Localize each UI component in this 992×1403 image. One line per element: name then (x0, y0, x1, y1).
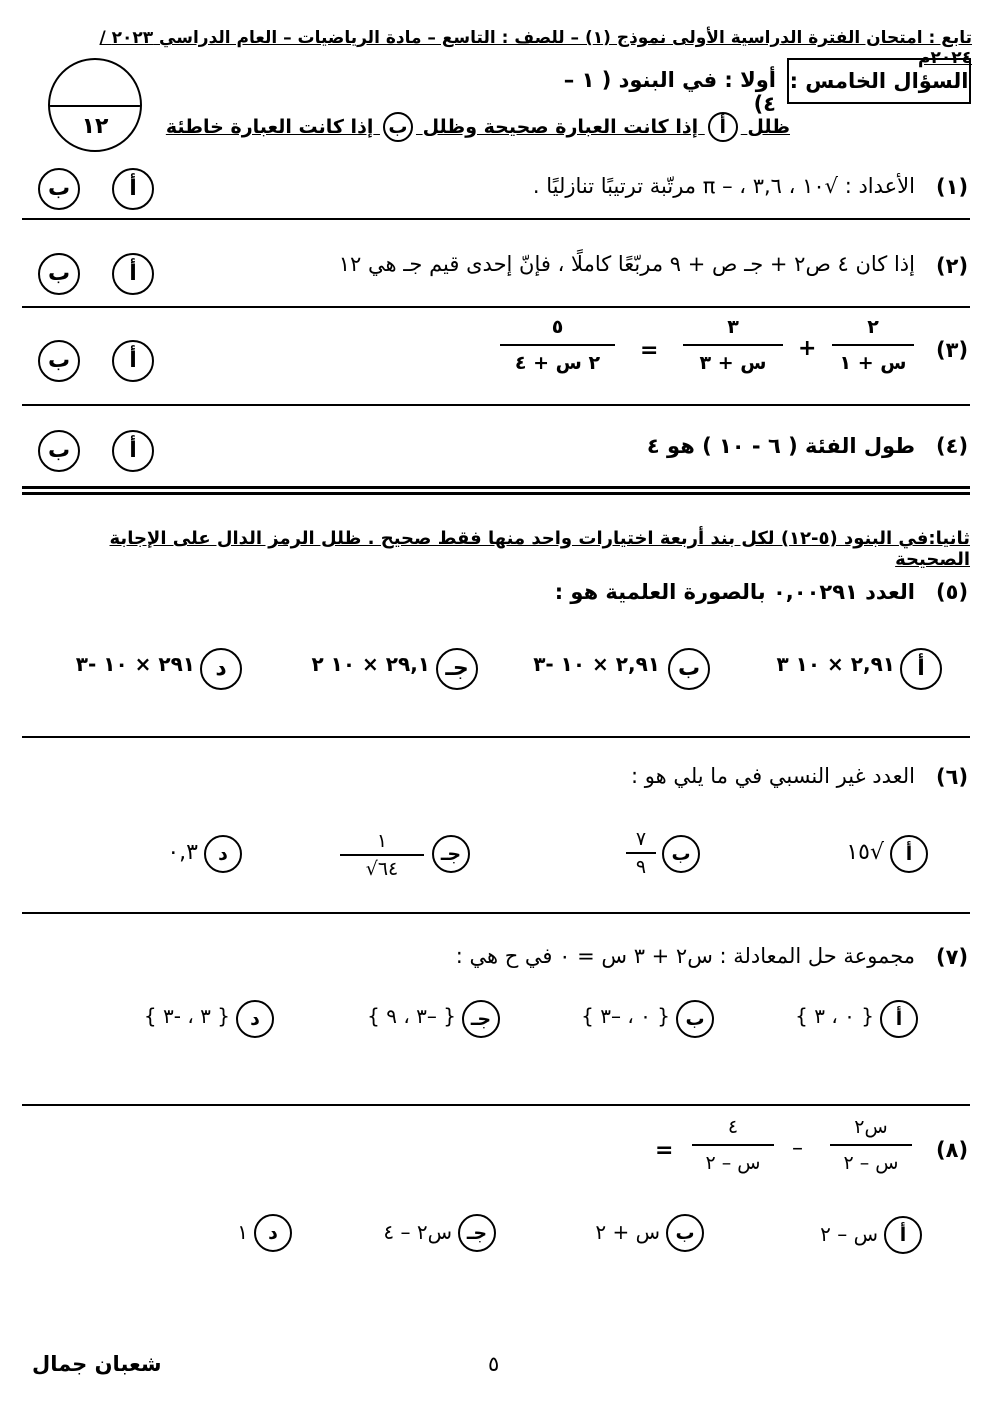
q3-option-b[interactable]: ب (38, 340, 80, 382)
q1-number: (١) (936, 175, 969, 199)
divider (22, 404, 970, 406)
section1-title: أولا : في البنود ( ١ – ٤) (563, 68, 776, 116)
q5-option-d-text: ٢٩١ × ١٠ -٣ (75, 652, 195, 676)
q1-option-a[interactable]: أ (112, 168, 154, 210)
fraction-bar (500, 344, 615, 346)
q6-option-d[interactable]: د (204, 835, 242, 873)
q8-option-c-text: س٢ – ٤ (383, 1220, 452, 1244)
q2-option-b[interactable]: ب (38, 253, 80, 295)
q8-option-b-text: س + ٢ (595, 1220, 660, 1244)
divider (22, 218, 970, 220)
q4-option-a[interactable]: أ (112, 430, 154, 472)
fraction-bar (626, 852, 656, 854)
q5-option-b-text: ٢,٩١ × ١٠ -٣ (533, 652, 660, 676)
instr-part2: إذا كانت العبارة صحيحة وظلل (422, 116, 699, 138)
divider (22, 736, 970, 738)
instr-part3: إذا كانت العبارة خاطئة (165, 116, 374, 138)
q8-f1-denominator: س – ٢ (843, 1152, 899, 1174)
q8-fraction-1 (830, 1116, 912, 1174)
q7-number: (٧) (936, 945, 969, 969)
score-divider (50, 105, 140, 107)
q2-text: إذا كان ٤ ص٢ + جـ ص + ٩ مربّعًا كاملًا ، فإنّ إحدى قيم جـ هي ١٢ (338, 252, 915, 276)
q7-option-a[interactable]: أ (880, 1000, 918, 1038)
score-circle (48, 58, 142, 152)
q2-number: (٢) (936, 254, 969, 278)
q7-option-b[interactable]: ب (676, 1000, 714, 1038)
q8-f2-numerator: ٤ (727, 1116, 739, 1138)
q8-equals: = (655, 1138, 674, 1163)
q6-option-a-text: √١٥ (846, 840, 884, 865)
q6-c-denominator: √٦٤ (365, 858, 399, 880)
divider (22, 492, 970, 495)
q7-option-c[interactable]: جـ (462, 1000, 500, 1038)
q2-option-a[interactable]: أ (112, 253, 154, 295)
instr-option-a: أ (708, 112, 738, 142)
q5-number: (٥) (936, 580, 969, 604)
fraction-bar (683, 344, 783, 346)
q7-option-b-text: { ٠ ، –٣ } (581, 1004, 670, 1028)
q3-fraction-1 (832, 316, 914, 374)
section1-instructions (150, 112, 790, 142)
q6-b-numerator: ٧ (635, 828, 647, 850)
q7-option-d-text: { ٣ ، -٣ } (143, 1004, 230, 1028)
q3-f2-numerator: ٣ (727, 316, 739, 338)
q7-option-a-text: { ٠ ، ٣ } (795, 1004, 874, 1028)
q1-option-b[interactable]: ب (38, 168, 80, 210)
q8-minus: – (792, 1136, 803, 1161)
q6-c-numerator: ١ (376, 830, 388, 852)
q3-f3-numerator: ٥ (551, 316, 564, 338)
q3-plus: + (798, 336, 817, 361)
fraction-bar (340, 854, 424, 856)
q6-b-denominator: ٩ (635, 856, 647, 878)
exam-header: تابع : امتحان الفترة الدراسية الأولى نموذج (١) – للصف : التاسع – مادة الرياضيات – العام الدراسي ٢٠٢٣ / ٢٠٢٤م (99, 28, 972, 68)
q8-f2-denominator: س – ٢ (705, 1152, 761, 1174)
fraction-bar (832, 344, 914, 346)
q5-option-d[interactable]: د (200, 648, 242, 690)
q6-number: (٦) (936, 765, 969, 789)
q5-option-a-text: ٢,٩١ × ١٠ ٣ (776, 652, 895, 676)
q8-f1-numerator: س٢ (854, 1116, 888, 1138)
q3-number: (٣) (936, 338, 969, 362)
divider (22, 912, 970, 914)
q3-fraction-2 (683, 316, 783, 374)
q6-option-d-text: ٠,٣ (167, 840, 198, 865)
fraction-bar (830, 1144, 912, 1146)
q1-text: الأعداد : √١٠ ، ٣,٦ ، – π مرتّبة ترتيبًا تنازليًا . (532, 174, 915, 198)
q8-option-b[interactable]: ب (666, 1214, 704, 1252)
fraction-bar (692, 1144, 774, 1146)
score-value: ١٢ (81, 114, 109, 139)
q3-f3-denominator: ٢ س + ٤ (514, 352, 601, 374)
q3-f2-denominator: س + ٣ (699, 352, 767, 374)
q5-option-c-text: ٢٩,١ × ١٠ ٢ (311, 652, 430, 676)
q4-number: (٤) (936, 434, 969, 458)
q8-fraction-2 (692, 1116, 774, 1174)
q6-text: العدد غير النسبي في ما يلي هو : (630, 764, 915, 788)
divider (22, 306, 970, 308)
q8-option-a-text: س – ٢ (820, 1222, 878, 1246)
q6-option-b-fraction (626, 828, 656, 878)
instr-option-b: ب (383, 112, 413, 142)
q6-option-a[interactable]: أ (890, 835, 928, 873)
q7-text: مجموعة حل المعادلة : س٢ + ٣ س = ٠ في ح هي : (455, 944, 915, 968)
author-name: شعبان جمال (32, 1352, 162, 1376)
q5-option-b[interactable]: ب (668, 648, 710, 690)
q3-f1-numerator: ٢ (867, 316, 879, 338)
q6-option-c[interactable]: جـ (432, 835, 470, 873)
divider (22, 1104, 970, 1106)
q5-option-a[interactable]: أ (900, 648, 942, 690)
q4-option-b[interactable]: ب (38, 430, 80, 472)
section2-title: ثانيا:في البنود (٥-١٢) لكل بند أربعة اختيارات واحد منها فقط صحيح . ظلل الرمز الدال على الإجابة الصحيحة (109, 528, 970, 570)
q8-option-d-text: ١ (237, 1220, 248, 1244)
divider (22, 486, 970, 489)
q8-option-a[interactable]: أ (884, 1216, 922, 1254)
question-title-box: السؤال الخامس : (787, 58, 971, 104)
page-number: ٥ (488, 1352, 500, 1376)
q8-number: (٨) (936, 1138, 969, 1162)
q5-option-c[interactable]: جـ (436, 648, 478, 690)
q4-text: طول الفئة ( ٦ - ١٠ ) هو ٤ (646, 434, 915, 458)
q6-option-c-fraction (340, 830, 424, 880)
q3-fraction-3 (500, 316, 615, 374)
q8-option-d[interactable]: د (254, 1214, 292, 1252)
q5-text: العدد ٠,٠٠٢٩١ بالصورة العلمية هو : (554, 580, 915, 604)
q3-equals: = (640, 338, 659, 363)
instr-part1: ظلل (747, 116, 790, 138)
q8-option-c[interactable]: جـ (458, 1214, 496, 1252)
q3-f1-denominator: س + ١ (839, 352, 907, 374)
q7-option-c-text: { –٣ ، ٩ } (367, 1004, 456, 1028)
q6-option-b[interactable]: ب (662, 835, 700, 873)
q7-option-d[interactable]: د (236, 1000, 274, 1038)
q3-option-a[interactable]: أ (112, 340, 154, 382)
